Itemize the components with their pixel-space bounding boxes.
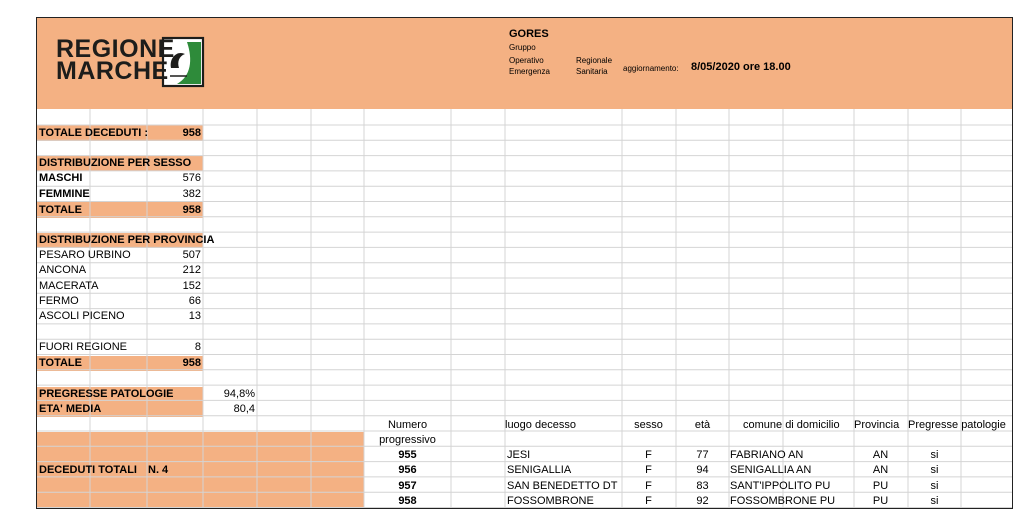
col-header-provincia: Provincia — [854, 419, 900, 431]
sex-title: DISTRIBUZIONE PER SESSO — [39, 157, 192, 169]
table-cell-prov: AN — [872, 464, 889, 477]
table-cell-pat: si — [930, 449, 939, 461]
male-label: MASCHI — [39, 172, 83, 184]
table-cell-comune: FABRIANO AN — [730, 449, 804, 461]
col-header-patologie: Pregresse patologie — [908, 419, 1006, 431]
eta-label: ETA' MEDIA — [39, 403, 102, 415]
table-cell-sesso: F — [645, 464, 652, 477]
province-label: PESARO URBINO — [39, 249, 131, 261]
table-cell-prov: PU — [872, 494, 889, 507]
table-cell-luogo: FOSSOMBRONE — [507, 494, 594, 507]
table-cell-sesso: F — [645, 449, 652, 461]
table-cell-sesso: F — [645, 479, 652, 492]
col-header-numero: Numero — [387, 419, 428, 431]
outside-value: 8 — [194, 341, 201, 353]
table-cell-eta: 94 — [696, 464, 709, 477]
brand-line-2: MARCHE — [56, 57, 169, 85]
col-header-progressivo: progressivo — [379, 434, 436, 446]
patologie-value: 94,8% — [223, 388, 255, 400]
org-operativo: Operativo — [509, 56, 544, 65]
female-label: FEMMINE — [39, 188, 90, 200]
table-cell-comune: FOSSOMBRONE PU — [730, 494, 836, 507]
brand-line-1: REGIONE — [56, 35, 175, 63]
table-cell-luogo: SENIGALLIA — [507, 464, 572, 477]
table-cell-eta: 83 — [696, 479, 709, 492]
col-header-comune: comune di domicilio — [743, 419, 840, 431]
table-cell-num: 955 — [398, 449, 417, 461]
province-label: FERMO — [39, 294, 79, 307]
col-header-eta: età — [694, 419, 711, 431]
total-deceduti-value: 958 — [182, 127, 201, 139]
spreadsheet-sheet — [36, 17, 1013, 509]
col-header-luogo: luogo decesso — [505, 419, 576, 431]
table-cell-num: 957 — [398, 479, 417, 492]
table-cell-comune: SANT'IPPOLITO PU — [730, 479, 831, 492]
table-cell-sesso: F — [645, 494, 652, 507]
table-cell-pat: si — [930, 464, 939, 477]
province-value: 507 — [182, 249, 201, 261]
province-label: ANCONA — [39, 264, 87, 277]
org-regionale: Regionale — [576, 56, 613, 65]
table-cell-prov: PU — [872, 479, 889, 492]
province-value: 13 — [188, 310, 201, 323]
daily-total-label: DECEDUTI TOTALI — [39, 464, 137, 476]
table-cell-prov: AN — [872, 449, 889, 461]
table-cell-comune: SENIGALLIA AN — [730, 464, 812, 477]
province-total-label: TOTALE — [39, 357, 82, 369]
table-cell-eta: 77 — [696, 449, 709, 461]
table-cell-pat: si — [930, 479, 939, 492]
sex-total-value: 958 — [182, 204, 201, 216]
table-cell-eta: 92 — [696, 494, 709, 507]
org-gruppo: Gruppo — [509, 43, 536, 52]
eta-value: 80,4 — [233, 403, 255, 415]
province-label: ASCOLI PICENO — [39, 310, 125, 323]
col-header-sesso: sesso — [634, 419, 663, 431]
province-value: 212 — [182, 264, 201, 277]
table-cell-luogo: JESI — [507, 449, 531, 461]
daily-total-n: N. 4 — [148, 464, 169, 476]
table-cell-luogo: SAN BENEDETTO DT — [507, 479, 618, 492]
patologie-label: PREGRESSE PATOLOGIE — [39, 388, 174, 400]
org-title: GORES — [509, 28, 549, 40]
province-value: 66 — [188, 294, 201, 307]
sex-total-label: TOTALE — [39, 204, 82, 216]
org-emergenza: Emergenza — [509, 67, 550, 76]
male-value: 576 — [182, 172, 201, 184]
female-value: 382 — [182, 188, 201, 200]
update-value: 8/05/2020 ore 18.00 — [691, 61, 791, 73]
update-label: aggiornamento: — [623, 64, 679, 73]
org-sanitaria: Sanitaria — [576, 67, 608, 76]
province-title: DISTRIBUZIONE PER PROVINCIA — [39, 234, 215, 246]
total-deceduti-label: TOTALE DECEDUTI : — [39, 127, 148, 139]
table-cell-num: 956 — [398, 464, 417, 477]
table-cell-pat: si — [930, 494, 939, 507]
province-label: MACERATA — [39, 279, 99, 292]
province-total-value: 958 — [182, 357, 201, 369]
table-cell-num: 958 — [398, 494, 417, 507]
outside-label: FUORI REGIONE — [39, 341, 128, 353]
province-value: 152 — [182, 279, 201, 292]
